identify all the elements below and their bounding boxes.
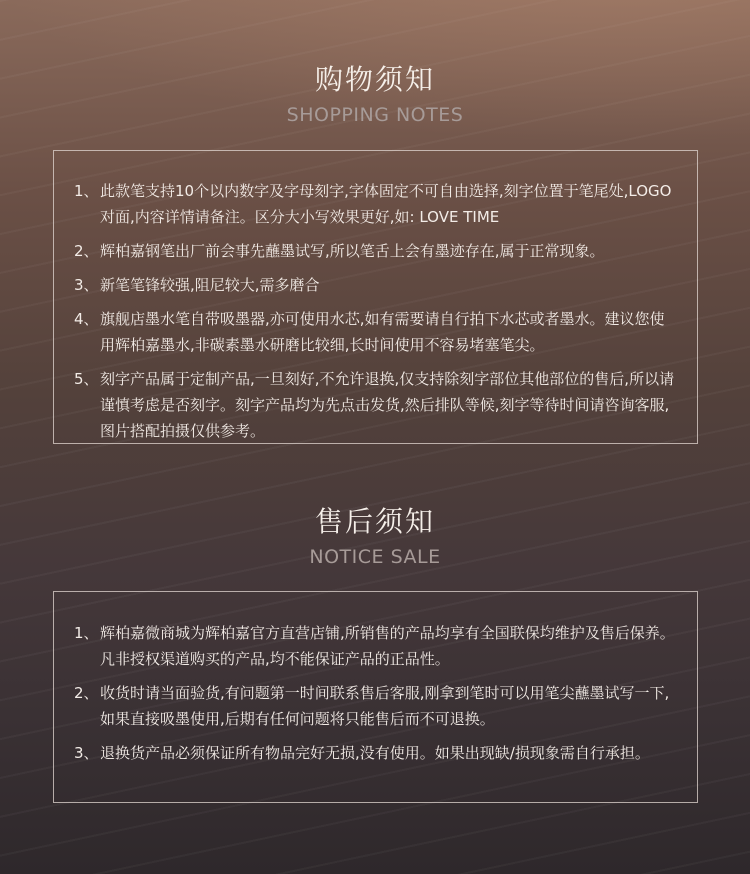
note-text: 旗舰店墨水笔自带吸墨器,亦可使用水芯,如有需要请自行拍下水芯或者墨水。建议您使用辉柏嘉墨水,非碳素墨水研磨比较细,长时间使用不容易堵塞笔尖。 [100,310,665,354]
note-number: 2、 [74,684,99,702]
note-text: 此款笔支持10个以内数字及字母刻字,字体固定不可自由选择,刻字位置于笔尾处,LOGO对面,内容详情请备注。区分大小写效果更好,如: LOVE TIME [100,182,672,226]
aftersale-note-item [54,620,697,672]
aftersale-notes-heading [0,500,750,568]
aftersale-note-item [54,680,697,732]
note-text: 收货时请当面验货,有问题第一时间联系售后客服,刚拿到笔时可以用笔尖蘸墨试写一下,如果直接吸墨使用,后期有任何问题将只能售后而不可退换。 [100,684,670,728]
note-text: 辉柏嘉钢笔出厂前会事先蘸墨试写,所以笔舌上会有墨迹存在,属于正常现象。 [100,242,605,260]
aftersale-notes-list [54,620,697,766]
shopping-notes-title: 购物须知 [314,63,435,96]
note-text: 辉柏嘉微商城为辉柏嘉官方直营店铺,所销售的产品均享有全国联保均维护及售后保养。凡非授权渠道购买的产品,均不能保证产品的正品性。 [100,624,675,668]
shopping-note-item [54,272,697,298]
aftersale-notes-box [53,591,698,803]
note-number: 4、 [74,310,99,328]
note-number: 3、 [74,744,99,762]
shopping-notes-heading [0,58,750,126]
note-number: 2、 [74,242,99,260]
shopping-notes-box [53,150,698,444]
note-text: 新笔笔锋较强,阻尼较大,需多磨合 [100,276,320,294]
shopping-notes-subtitle: SHOPPING NOTES [286,104,464,126]
note-number: 1、 [74,182,99,200]
aftersale-notes-title: 售后须知 [314,505,435,538]
shopping-note-item [54,366,697,444]
shopping-notes-list [54,178,697,444]
note-text: 刻字产品属于定制产品,一旦刻好,不允许退换,仅支持除刻字部位其他部位的售后,所以请谨慎考虑是否刻字。刻字产品均为先点击发货,然后排队等候,刻字等待时间请咨询客服,图片搭配拍摄仅供参考。 [100,370,675,440]
shopping-note-item [54,238,697,264]
note-number: 1、 [74,624,99,642]
shopping-note-item [54,178,697,230]
aftersale-note-item [54,740,697,766]
note-number: 5、 [74,370,99,388]
shopping-note-item [54,306,697,358]
note-number: 3、 [74,276,99,294]
note-text: 退换货产品必须保证所有物品完好无损,没有使用。如果出现缺/损现象需自行承担。 [100,744,650,762]
aftersale-notes-subtitle: NOTICE SALE [309,546,441,568]
